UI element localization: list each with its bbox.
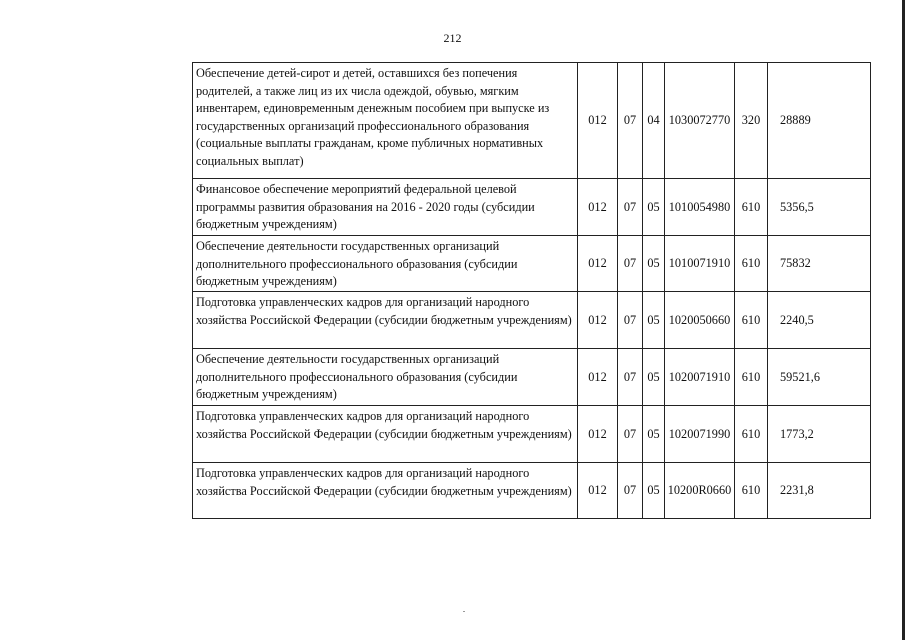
row-expense-type: 610 bbox=[735, 406, 768, 463]
row-ministry-code: 012 bbox=[578, 63, 618, 179]
budget-table bbox=[192, 62, 871, 519]
row-target-article: 1020071910 bbox=[665, 349, 735, 406]
row-amount: 28889 bbox=[768, 63, 871, 179]
row-target-article: 1020071990 bbox=[665, 406, 735, 463]
row-subsection-code: 05 bbox=[643, 463, 665, 519]
row-ministry-code: 012 bbox=[578, 179, 618, 236]
row-amount: 59521,6 bbox=[768, 349, 871, 406]
table-row bbox=[193, 292, 871, 349]
row-section-code: 07 bbox=[618, 236, 643, 292]
row-ministry-code: 012 bbox=[578, 463, 618, 519]
row-amount: 2231,8 bbox=[768, 463, 871, 519]
row-amount: 75832 bbox=[768, 236, 871, 292]
row-description: Финансовое обеспечение мероприятий федеральной целевой программы развития образования на 2016 - 2020 годы (субсидии бюджетным учреждениям) bbox=[193, 179, 578, 236]
row-target-article: 10200R0660 bbox=[665, 463, 735, 519]
table-row bbox=[193, 236, 871, 292]
scan-speck bbox=[463, 611, 465, 612]
row-section-code: 07 bbox=[618, 406, 643, 463]
row-expense-type: 610 bbox=[735, 349, 768, 406]
row-ministry-code: 012 bbox=[578, 292, 618, 349]
row-expense-type: 610 bbox=[735, 463, 768, 519]
row-section-code: 07 bbox=[618, 179, 643, 236]
row-ministry-code: 012 bbox=[578, 236, 618, 292]
row-description: Подготовка управленческих кадров для организаций народного хозяйства Российской Федерации (субсидии бюджетным учреждениям) bbox=[193, 292, 578, 349]
row-description: Обеспечение деятельности государственных организаций дополнительного профессионального образования (субсидии бюджетным учреждениям) bbox=[193, 349, 578, 406]
row-ministry-code: 012 bbox=[578, 406, 618, 463]
row-description: Подготовка управленческих кадров для организаций народного хозяйства Российской Федерации (субсидии бюджетным учреждениям) bbox=[193, 406, 578, 463]
row-subsection-code: 05 bbox=[643, 179, 665, 236]
row-expense-type: 610 bbox=[735, 179, 768, 236]
row-target-article: 1020050660 bbox=[665, 292, 735, 349]
row-section-code: 07 bbox=[618, 63, 643, 179]
table-row bbox=[193, 349, 871, 406]
table-row bbox=[193, 463, 871, 519]
row-subsection-code: 05 bbox=[643, 406, 665, 463]
row-expense-type: 320 bbox=[735, 63, 768, 179]
row-description: Обеспечение детей-сирот и детей, оставшихся без попечения родителей, а также лиц из их числа одеждой, обувью, мягким инвентарем, единовременным денежным пособием при выпуске из государственных организаций профессионального образования (социальные выплаты гражданам, кроме публичных нормативных социальных выплат) bbox=[193, 63, 578, 179]
row-ministry-code: 012 bbox=[578, 349, 618, 406]
table-row bbox=[193, 179, 871, 236]
row-target-article: 1010071910 bbox=[665, 236, 735, 292]
row-amount: 5356,5 bbox=[768, 179, 871, 236]
row-section-code: 07 bbox=[618, 349, 643, 406]
row-subsection-code: 05 bbox=[643, 349, 665, 406]
row-amount: 2240,5 bbox=[768, 292, 871, 349]
row-subsection-code: 04 bbox=[643, 63, 665, 179]
row-expense-type: 610 bbox=[735, 292, 768, 349]
row-section-code: 07 bbox=[618, 463, 643, 519]
row-expense-type: 610 bbox=[735, 236, 768, 292]
table-row bbox=[193, 406, 871, 463]
page-number: 212 bbox=[443, 31, 462, 45]
row-section-code: 07 bbox=[618, 292, 643, 349]
row-target-article: 1030072770 bbox=[665, 63, 735, 179]
row-description: Обеспечение деятельности государственных организаций дополнительного профессионального образования (субсидии бюджетным учреждениям) bbox=[193, 236, 578, 292]
row-subsection-code: 05 bbox=[643, 236, 665, 292]
row-subsection-code: 05 bbox=[643, 292, 665, 349]
row-amount: 1773,2 bbox=[768, 406, 871, 463]
row-description: Подготовка управленческих кадров для организаций народного хозяйства Российской Федерации (субсидии бюджетным учреждениям) bbox=[193, 463, 578, 519]
table-row bbox=[193, 63, 871, 179]
row-target-article: 1010054980 bbox=[665, 179, 735, 236]
